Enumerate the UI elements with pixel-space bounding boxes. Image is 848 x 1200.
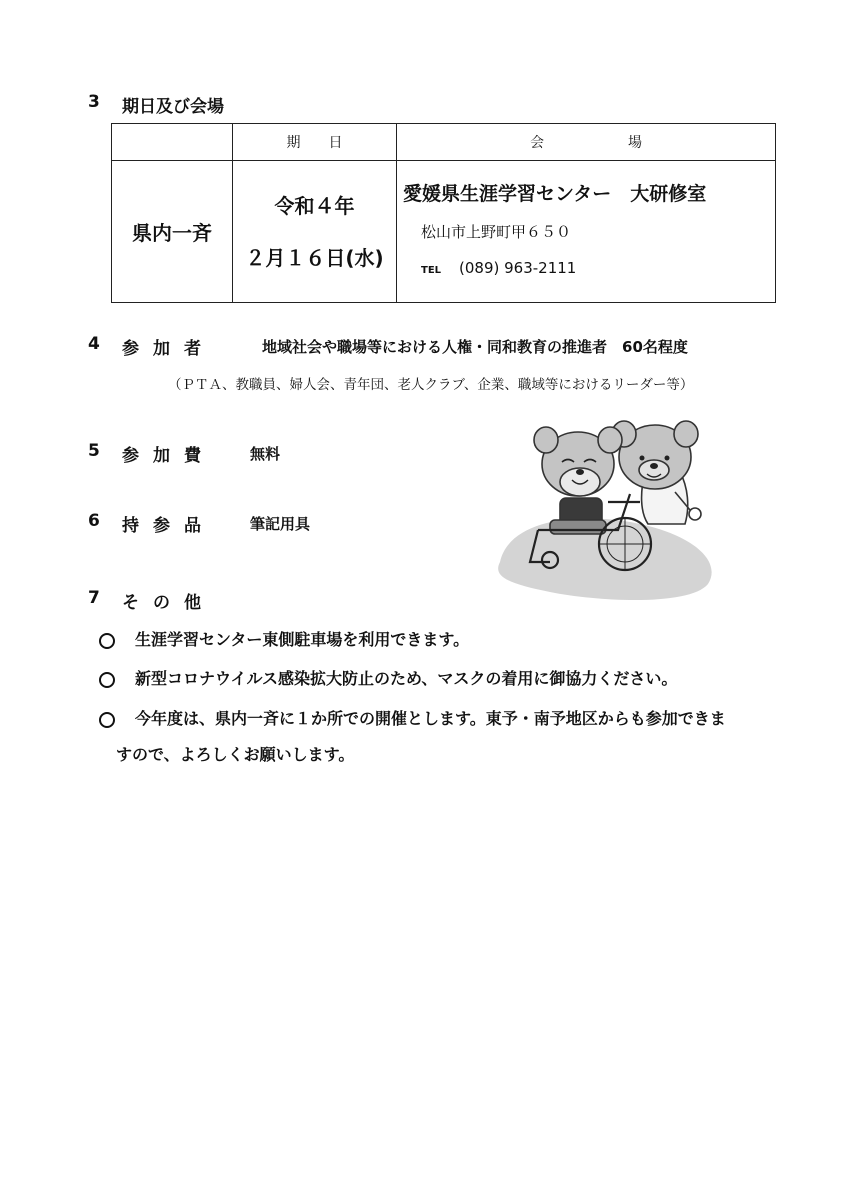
section-6-title: 持参品: [122, 516, 215, 536]
list-item-continuation: すので、よろしくお願いします。: [116, 745, 355, 764]
circle-bullet-icon: [99, 633, 115, 649]
section-3-title: 期日及び会場: [122, 97, 224, 117]
mascot-wheelchair-illustration: [490, 412, 730, 604]
section-5-body: 無料: [250, 445, 281, 463]
region-cell: 県内一斉: [112, 161, 233, 303]
venue-table: [111, 123, 776, 303]
section-6-body: 筆記用具: [250, 515, 311, 533]
section-7-title: その他: [122, 593, 215, 613]
section-4-number: 4: [88, 334, 100, 354]
header-date-cell: 期 日: [233, 124, 397, 161]
venue-table-header-row: [112, 124, 776, 161]
section-5-title: 参加費: [122, 446, 215, 466]
header-venue-cell: 会 場: [397, 124, 776, 161]
venue-tel: [421, 259, 576, 277]
venue-table-row: [112, 161, 776, 303]
list-item: [99, 706, 726, 729]
circle-bullet-icon: [99, 672, 115, 688]
tel-number: (089) 963-2111: [459, 259, 577, 277]
venue-address: 松山市上野町甲６５０: [421, 223, 572, 241]
date-line-1: 令和４年: [274, 193, 355, 218]
circle-bullet-icon: [99, 712, 115, 728]
tel-label: TEL: [421, 265, 442, 276]
section-5-number: 5: [88, 441, 100, 461]
section-4-body: 地域社会や職場等における人権・同和教育の推進者 60名程度: [262, 338, 688, 356]
section-6-number: 6: [88, 511, 100, 531]
section-4-title: 参加者: [122, 339, 215, 359]
list-item-text: 生涯学習センター東側駐車場を利用できます。: [135, 630, 470, 649]
venue-cell: [397, 161, 776, 303]
header-region-cell: [112, 124, 233, 161]
section-3-number: 3: [88, 92, 100, 112]
date-line-2: ２月１６日(水): [245, 245, 384, 270]
section-4-note: （ＰＴＡ、教職員、婦人会、青年団、老人クラブ、企業、職域等におけるリーダー等）: [168, 377, 694, 393]
list-item: [99, 666, 677, 689]
list-item-text: 新型コロナウイルス感染拡大防止のため、マスクの着用に御協力ください。: [135, 669, 678, 688]
list-item-text: 今年度は、県内一斉に１か所での開催とします。東予・南予地区からも参加できま: [135, 709, 726, 728]
date-cell: [233, 161, 397, 303]
section-7-number: 7: [88, 588, 100, 608]
list-item: [99, 627, 469, 650]
venue-name: 愛媛県生涯学習センター 大研修室: [403, 183, 707, 205]
